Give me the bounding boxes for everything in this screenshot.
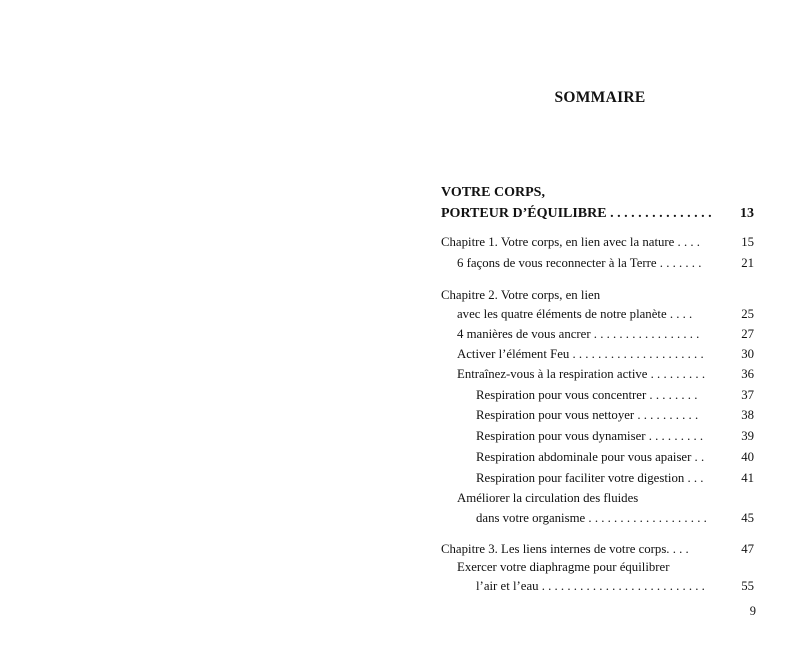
toc-section <box>441 324 756 344</box>
toc-subsection <box>441 385 756 405</box>
toc-section <box>441 344 756 364</box>
page-title: SOMMAIRE <box>554 89 646 106</box>
toc-entry-text: Entraînez-vous à la respiration active . . . . . . . . . <box>457 367 706 381</box>
toc-entry-text: Respiration abdominale pour vous apaiser . . <box>476 450 705 464</box>
toc-subsection <box>441 426 756 446</box>
toc-entry-text: Respiration pour vous concentrer . . . . . . . . <box>476 388 698 402</box>
toc-page-number: 41 <box>741 471 754 485</box>
toc-subsection <box>441 468 756 488</box>
toc-entry-text: Activer l’élément Feu . . . . . . . . . . . . . . . . . . . . . <box>457 347 704 361</box>
toc-entry-text: dans votre organisme . . . . . . . . . . . . . . . . . . . <box>476 511 707 525</box>
toc-entry-text: PORTEUR D’ÉQUILIBRE . . . . . . . . . . . . . . . <box>441 206 712 221</box>
toc-page-number: 39 <box>741 429 754 443</box>
toc-entry-text: 6 façons de vous reconnecter à la Terre . . . . . . . <box>457 256 702 270</box>
toc-part-heading <box>441 204 756 224</box>
toc-chapter <box>441 232 756 252</box>
toc-part-heading <box>441 183 756 203</box>
toc-entry-text: Chapitre 2. Votre corps, en lien <box>441 288 601 302</box>
toc-entry-text: avec les quatre éléments de notre planète . . . . <box>457 307 693 321</box>
toc-page-number: 45 <box>741 511 754 525</box>
toc-page-number: 21 <box>741 256 754 270</box>
toc-entry-text: Exercer votre diaphragme pour équilibrer <box>457 560 670 574</box>
toc-entry-text: l’air et l’eau . . . . . . . . . . . . . . . . . . . . . . . . . . <box>476 579 705 593</box>
toc-subsection <box>441 405 756 425</box>
toc-page-number: 13 <box>740 206 754 221</box>
toc-entry-text: Respiration pour vous nettoyer . . . . . . . . . . <box>476 408 699 422</box>
toc-entry-text: 4 manières de vous ancrer . . . . . . . . . . . . . . . . . <box>457 327 700 341</box>
toc-page-number: 38 <box>741 408 754 422</box>
toc-page-number: 30 <box>741 347 754 361</box>
toc-section <box>441 488 756 508</box>
toc-section <box>441 557 756 577</box>
toc-page-number: 40 <box>741 450 754 464</box>
toc-entry-text: Chapitre 3. Les liens internes de votre corps. . . . <box>441 542 689 556</box>
toc-page-number: 25 <box>741 307 754 321</box>
toc-section <box>441 253 756 273</box>
toc-chapter <box>441 285 756 305</box>
toc-page-number: 36 <box>741 367 754 381</box>
toc-page-number: 47 <box>741 542 754 556</box>
toc-entry-text: Respiration pour faciliter votre digestion . . . <box>476 471 704 485</box>
page-number: 9 <box>749 604 756 618</box>
toc-page-number: 15 <box>741 235 754 249</box>
toc-entry-text: VOTRE CORPS, <box>441 185 545 200</box>
toc-page-number: 37 <box>741 388 754 402</box>
toc-chapter <box>441 304 756 324</box>
toc-section <box>441 364 756 384</box>
toc-entry-text: Respiration pour vous dynamiser . . . . . . . . . <box>476 429 704 443</box>
toc-page-number: 27 <box>741 327 754 341</box>
toc-chapter <box>441 539 756 559</box>
toc-page-number: 55 <box>741 579 754 593</box>
toc-entry-text: Chapitre 1. Votre corps, en lien avec la nature . . . . <box>441 235 700 249</box>
toc-entry-text: Améliorer la circulation des fluides <box>457 491 639 505</box>
toc-section <box>441 508 756 528</box>
toc-section <box>441 576 756 596</box>
toc-subsection <box>441 447 756 467</box>
